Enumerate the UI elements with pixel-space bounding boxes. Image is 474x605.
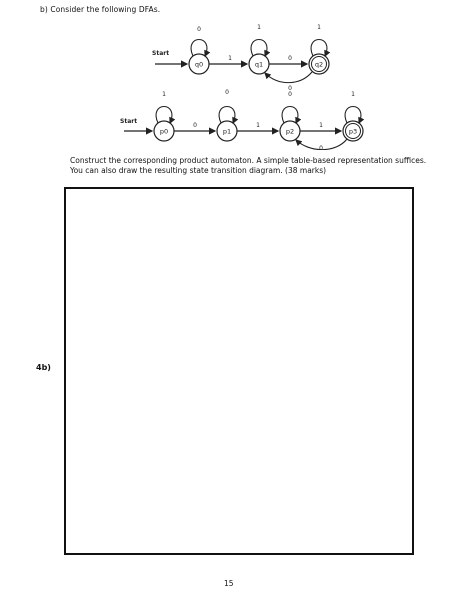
dfa2-p2-loop-label: 0 (288, 91, 292, 98)
dfa-diagrams (0, 0, 474, 150)
dfa1-q2-q1-label: 0 (288, 85, 292, 92)
dfa-2 (120, 89, 363, 150)
answer-box[interactable] (64, 187, 414, 555)
dfa2-state-p2-label: p2 (285, 127, 295, 136)
dfa1-q2-loop-label: 1 (317, 24, 321, 31)
dfa1-q1-q2-label: 0 (288, 55, 292, 62)
dfa1-q0-q1-label: 1 (228, 55, 232, 62)
dfa1-state-q2 (309, 24, 329, 74)
answer-label: 4b) (36, 363, 51, 372)
dfa1-q1-loop-label: 1 (257, 24, 261, 31)
dfa2-p3-loop-label: 1 (351, 91, 355, 98)
dfa2-p1-loop-label: 0 (225, 89, 229, 96)
dfa2-p1-p2-label: 1 (256, 122, 260, 129)
dfa2-p3-p2-label: 0 (319, 145, 323, 150)
page-number: 15 (224, 579, 234, 588)
dfa1-state-q0-label: q0 (194, 60, 204, 69)
dfa2-start-label: Start (120, 118, 138, 125)
question-instructions: Construct the corresponding product automaton. A simple table-based representation suffices. You can also draw the resulting state transition diagram. (38 marks) (70, 156, 427, 175)
dfa1-start-label: Start (152, 50, 170, 57)
dfa1-state-q2-label: q2 (314, 60, 324, 69)
dfa2-state-p0-label: p0 (159, 127, 169, 136)
dfa-1 (152, 24, 329, 92)
dfa2-state-p2 (280, 91, 300, 141)
dfa2-p0-p1-label: 0 (193, 122, 197, 129)
dfa2-p0-loop-label: 1 (162, 91, 166, 98)
dfa1-state-q0 (189, 26, 209, 74)
dfa2-state-p3 (343, 91, 363, 141)
dfa2-state-p3-label: p3 (348, 127, 358, 136)
dfa2-state-p0 (154, 91, 174, 141)
question-heading: b) Consider the following DFAs. (40, 5, 161, 14)
dfa1-state-q1 (249, 24, 269, 74)
dfa1-q0-loop-label: 0 (197, 26, 201, 33)
dfa2-state-p1-label: p1 (222, 127, 232, 136)
dfa1-state-q1-label: q1 (254, 60, 264, 69)
dfa2-p2-p3-label: 1 (319, 122, 323, 129)
dfa2-state-p1 (217, 89, 237, 141)
